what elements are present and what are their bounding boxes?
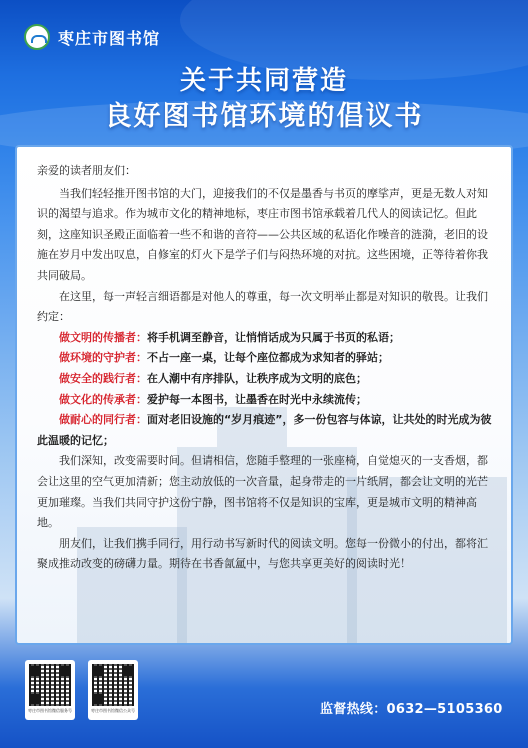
title-line-2: 良好图书馆环境的倡议书 (104, 101, 424, 132)
pledge-text: 在人潮中有序排队，让秩序成为文明的底色； (147, 371, 367, 385)
logo-text: 枣庄市图书馆 (58, 28, 161, 48)
pledge-text: 将手机调至静音，让悄悄话成为只属于书页的私语； (147, 330, 400, 344)
pledge-item (37, 328, 497, 349)
library-logo-icon (24, 24, 50, 50)
pledge-item (37, 369, 497, 390)
pledge-role: 做环境的守护者： (59, 351, 147, 365)
paragraph-2: 在这里，每一声轻言细语都是对他人的尊重，每一次文明举止都是对知识的敬畏。让我们约定： (37, 289, 488, 324)
pledge-role: 做安全的践行者： (59, 371, 147, 385)
pledge-text: 面对老旧设施的“岁月痕迹”，多一份包容与体谅，让共处的时光成为彼此温暖的记忆； (37, 413, 492, 447)
letter-panel (15, 145, 513, 645)
pledge-role: 做耐心的同行者： (59, 413, 147, 427)
paragraph-3: 我们深知，改变需要时间。但请相信，您随手整理的一张座椅，自觉熄灭的一支香烟，都会让这里的空气更加清新；您主动放低的一次音量，起身带走的一片纸屑，都会让文明的光芒更加璀璨。当我们共同守护这份宁静，图书馆将不仅是知识的宝库，更是城市文明的精神高地。 (37, 454, 488, 530)
pledge-item (37, 390, 497, 411)
salutation: 亲爱的读者朋友们： (37, 164, 136, 177)
pledge-item (37, 348, 497, 369)
pledge-role: 做文明的传播者： (59, 330, 147, 344)
title-line-1: 关于共同营造 (179, 66, 348, 96)
pledge-text: 不占一座一桌，让每个座位都成为求知者的驿站； (147, 351, 389, 365)
poster-header (0, 0, 528, 145)
qr-code-official (88, 660, 138, 720)
letter-body (37, 161, 497, 575)
pledge-role: 做文化的传承者： (59, 392, 147, 406)
paragraph-1: 当我们轻轻推开图书馆的大门，迎接我们的不仅是墨香与书页的摩挲声，更是无数人对知识的渴望与追求。作为城市文化的精神地标，枣庄市图书馆承载着几代人的阅读记忆。但此刻，这座知识圣殿正面临着一些不和谐的音符——公共区域的私语化作噪音的涟漪，老旧的设施在岁月中发出叹息，自修室的灯火下是学子们与闷热环境的对抗。这些困境，正等待着你我共同破局。 (37, 186, 488, 282)
qr-caption: 枣庄市图书馆微信服务号 (28, 708, 72, 713)
qr-code-icon (92, 664, 134, 706)
supervision-hotline: 监督热线：0632—5105360 (320, 702, 503, 717)
pledge-text: 爱护每一本图书，让墨香在时光中永续流传； (147, 392, 367, 406)
paragraph-4: 朋友们，让我们携手同行，用行动书写新时代的阅读文明。您每一份微小的付出，都将汇聚成推动改变的磅礴力量。期待在书香氤氲中，与您共享更美好的阅读时光！ (37, 536, 488, 571)
qr-code-service (25, 660, 75, 720)
pledge-item (37, 410, 497, 451)
qr-code-icon (29, 664, 71, 706)
qr-caption: 枣庄市图书馆微信公众号 (91, 708, 135, 713)
library-logo (24, 24, 160, 50)
